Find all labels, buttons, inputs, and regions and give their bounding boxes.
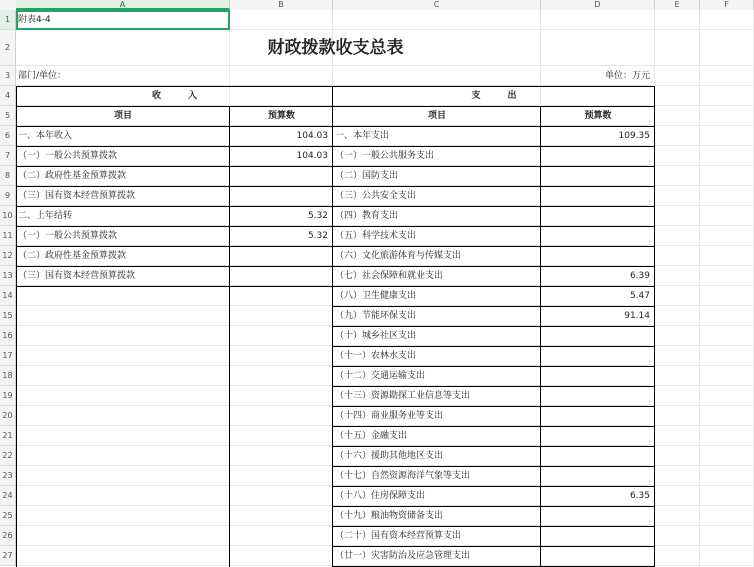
row-header-6[interactable]: 6: [0, 126, 16, 146]
table-border: [16, 86, 655, 87]
table-border: [16, 286, 333, 287]
row-header-12[interactable]: 12: [0, 246, 16, 266]
table-border: [333, 546, 655, 547]
expense-row-label: （十二）交通运输支出: [335, 370, 426, 381]
expense-item-header: 项目: [427, 110, 446, 121]
expense-budget-header: 预算数: [584, 110, 612, 121]
table-border: [333, 186, 655, 187]
column-header-f[interactable]: F: [700, 0, 754, 10]
table-border: [16, 146, 333, 147]
expense-row-value: [543, 386, 653, 406]
income-row-value: 5.32: [307, 210, 328, 221]
expense-row-label: （十三）资源勘探工业信息等支出: [335, 390, 471, 401]
expense-row-value: [543, 546, 653, 566]
income-row-value: [232, 266, 331, 286]
income-row-value: 104.03: [296, 130, 328, 141]
table-border: [16, 226, 333, 227]
row-header-19[interactable]: 19: [0, 386, 16, 406]
row-header-3[interactable]: 3: [0, 66, 16, 86]
income-budget-header: 预算数: [267, 110, 295, 121]
dept-label: 部门/单位：: [18, 70, 67, 81]
row-header-15[interactable]: 15: [0, 306, 16, 326]
expense-row-value: [543, 346, 653, 366]
row-header-1[interactable]: 1: [0, 10, 16, 30]
expense-row-value: [543, 406, 653, 426]
column-header-bar: [0, 0, 754, 10]
row-header-23[interactable]: 23: [0, 466, 16, 486]
row-header-14[interactable]: 14: [0, 286, 16, 306]
row-header-4[interactable]: 4: [0, 86, 16, 106]
expense-row-label: （十一）农林水支出: [335, 350, 417, 361]
active-cell-a1[interactable]: [16, 10, 230, 30]
expense-row-label: 一、本年支出: [335, 130, 390, 141]
expense-row-value: [543, 246, 653, 266]
expense-row-value: 6.39: [629, 270, 650, 281]
income-row-value: 5.32: [307, 230, 328, 241]
table-border: [333, 526, 655, 527]
table-border: [16, 106, 655, 107]
table-border: [333, 166, 655, 167]
table-border: [16, 246, 333, 247]
income-row-value: 104.03: [296, 150, 328, 161]
expense-row-value: [543, 446, 653, 466]
income-row-label: （一）一般公共预算拨款: [18, 150, 118, 161]
income-row-value: [232, 166, 331, 186]
table-border: [333, 206, 655, 207]
gridline-v: [699, 10, 700, 567]
table-border: [333, 506, 655, 507]
expense-row-value: [543, 226, 653, 246]
row-header-8[interactable]: 8: [0, 166, 16, 186]
table-border: [16, 206, 333, 207]
income-row-label: 一、本年收入: [18, 130, 73, 141]
expense-row-label: （五）科学技术支出: [335, 230, 417, 241]
table-border: [333, 466, 655, 467]
row-header-10[interactable]: 10: [0, 206, 16, 226]
table-border: [333, 226, 655, 227]
expense-row-value: [543, 466, 653, 486]
column-header-b[interactable]: B: [230, 0, 333, 10]
row-header-5[interactable]: 5: [0, 106, 16, 126]
expense-row-label: （二十）国有资本经营预算支出: [335, 530, 462, 541]
income-header: 收 入: [151, 90, 197, 101]
expense-row-label: （八）卫生健康支出: [335, 290, 417, 301]
table-border: [332, 86, 333, 567]
expense-row-label: （廿一）灾害防治及应急管理支出: [335, 550, 471, 561]
row-header-9[interactable]: 9: [0, 186, 16, 206]
expense-row-value: [543, 526, 653, 546]
table-border: [654, 86, 655, 567]
expense-header: 支 出: [471, 90, 517, 101]
expense-row-label: （一）一般公共服务支出: [335, 150, 435, 161]
expense-row-label: （四）教育支出: [335, 210, 399, 221]
expense-row-label: （七）社会保障和就业支出: [335, 270, 444, 281]
expense-row-label: （十七）自然资源海洋气象等支出: [335, 470, 471, 481]
column-header-a[interactable]: A: [16, 0, 230, 10]
table-border: [333, 406, 655, 407]
income-row-value: [232, 186, 331, 206]
row-header-27[interactable]: 27: [0, 546, 16, 566]
expense-row-label: （二）国防支出: [335, 170, 399, 181]
table-border: [16, 126, 655, 127]
table-border: [540, 106, 541, 567]
row-header-11[interactable]: 11: [0, 226, 16, 246]
row-header-21[interactable]: 21: [0, 426, 16, 446]
table-border: [333, 306, 655, 307]
table-border: [333, 266, 655, 267]
row-header-22[interactable]: 22: [0, 446, 16, 466]
income-row-label: （三）国有资本经营预算拨款: [18, 270, 136, 281]
expense-row-value: [543, 166, 653, 186]
column-header-e[interactable]: E: [655, 0, 700, 10]
table-border: [333, 146, 655, 147]
page-title: 财政拨款收支总表: [267, 37, 404, 58]
table-border: [333, 426, 655, 427]
expense-row-label: （十四）商业服务业等支出: [335, 410, 444, 421]
table-border: [333, 366, 655, 367]
expense-row-label: （十九）粮油物资储备支出: [335, 510, 444, 521]
expense-row-value: [543, 186, 653, 206]
expense-row-value: [543, 506, 653, 526]
income-item-header: 项目: [113, 110, 132, 121]
income-row-value: [232, 246, 331, 266]
unit-label: 单位：万元: [604, 70, 650, 81]
table-border: [333, 246, 655, 247]
income-row-label: 二、上年结转: [18, 210, 73, 221]
table-border: [16, 166, 333, 167]
row-header-17[interactable]: 17: [0, 346, 16, 366]
cell-a1: 附表4-4: [18, 14, 51, 25]
row-header-7[interactable]: 7: [0, 146, 16, 166]
table-border: [333, 346, 655, 347]
row-header-20[interactable]: 20: [0, 406, 16, 426]
expense-row-label: （九）节能环保支出: [335, 310, 417, 321]
expense-row-label: （十八）住房保障支出: [335, 490, 426, 501]
expense-row-value: [543, 366, 653, 386]
income-row-label: （二）政府性基金预算拨款: [18, 170, 127, 181]
row-header-2[interactable]: 2: [0, 30, 16, 66]
table-border: [333, 386, 655, 387]
table-border: [229, 106, 230, 567]
expense-row-value: 6.35: [629, 490, 650, 501]
table-border: [333, 326, 655, 327]
expense-row-label: （十）城乡社区支出: [335, 330, 417, 341]
row-header-13[interactable]: 13: [0, 266, 16, 286]
income-row-label: （三）国有资本经营预算拨款: [18, 190, 136, 201]
row-header-24[interactable]: 24: [0, 486, 16, 506]
table-border: [16, 266, 333, 267]
expense-row-label: （十六）援助其他地区支出: [335, 450, 444, 461]
row-header-16[interactable]: 16: [0, 326, 16, 346]
table-border: [333, 286, 655, 287]
table-border: [333, 486, 655, 487]
expense-row-label: （三）公共安全支出: [335, 190, 417, 201]
table-border: [16, 86, 17, 567]
expense-row-value: 109.35: [618, 130, 650, 141]
row-header-25[interactable]: 25: [0, 506, 16, 526]
expense-row-value: 91.14: [624, 310, 650, 321]
table-border: [333, 446, 655, 447]
row-header-18[interactable]: 18: [0, 366, 16, 386]
expense-row-value: [543, 326, 653, 346]
expense-row-label: （六）文化旅游体育与传媒支出: [335, 250, 462, 261]
expense-row-value: [543, 146, 653, 166]
income-row-label: （二）政府性基金预算拨款: [18, 250, 127, 261]
table-border: [16, 186, 333, 187]
expense-row-label: （十五）金融支出: [335, 430, 408, 441]
expense-row-value: [543, 426, 653, 446]
column-header-c[interactable]: C: [333, 0, 541, 10]
row-header-26[interactable]: 26: [0, 526, 16, 546]
expense-row-value: 5.47: [629, 290, 650, 301]
column-header-d[interactable]: D: [541, 0, 655, 10]
income-row-label: （一）一般公共预算拨款: [18, 230, 118, 241]
expense-row-value: [543, 206, 653, 226]
